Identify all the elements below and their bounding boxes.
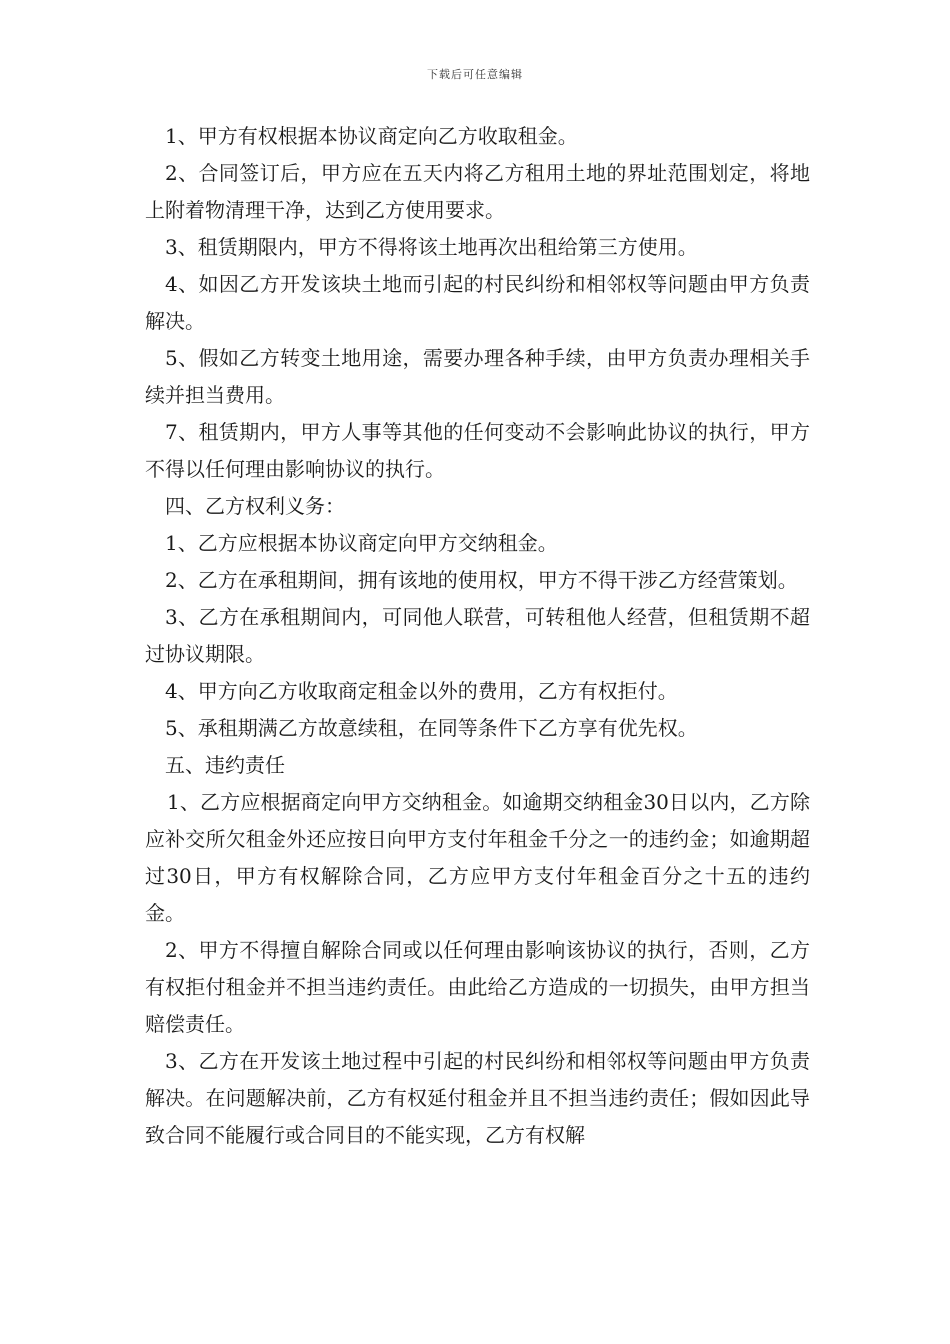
paragraph-b3: 3、乙方在承租期间内，可同他人联营，可转租他人经营，但租赁期不超过协议期限。 (145, 605, 810, 666)
paragraph-b4: 4、甲方向乙方收取商定租金以外的费用，乙方有权拒付。 (165, 679, 678, 703)
page-header-note: 下载后可任意编辑 (427, 68, 523, 81)
paragraph-a2: 2、合同签订后，甲方应在五天内将乙方租用土地的界址范围划定，将地上附着物清理干净，达到乙方使用要求。 (145, 161, 810, 222)
document-body (145, 118, 810, 1154)
paragraph-a3: 3、租赁期限内，甲方不得将该土地再次出租给第三方使用。 (165, 235, 698, 259)
paragraph-a7: 7、租赁期内，甲方人事等其他的任何变动不会影响此协议的执行，甲方不得以任何理由影响协议的执行。 (145, 420, 810, 481)
paragraph-b2: 2、乙方在承租期间，拥有该地的使用权，甲方不得干涉乙方经营策划。 (165, 568, 798, 592)
paragraph-a4: 4、如因乙方开发该块土地而引起的村民纠纷和相邻权等问题由甲方负责解决。 (145, 272, 810, 333)
paragraph-c3: 3、乙方在开发该土地过程中引起的村民纠纷和相邻权等问题由甲方负责解决。在问题解决前，乙方有权延付租金并且不担当违约责任；假如因此导致合同不能履行或合同目的不能实现，乙方有权解 (145, 1049, 810, 1147)
paragraph-b5: 5、承租期满乙方故意续租，在同等条件下乙方享有优先权。 (165, 716, 698, 740)
paragraph-c2: 2、甲方不得擅自解除合同或以任何理由影响该协议的执行，否则，乙方有权拒付租金并不担当违约责任。由此给乙方造成的一切损失，由甲方担当赔偿责任。 (145, 938, 810, 1036)
paragraph-a5: 5、假如乙方转变土地用途，需要办理各种手续，由甲方负责办理相关手续并担当费用。 (145, 346, 810, 407)
paragraph-a1: 1、甲方有权根据本协议商定向乙方收取租金。 (165, 124, 578, 148)
paragraph-c1: 1、乙方应根据商定向甲方交纳租金。如逾期交纳租金30日以内，乙方除应补交所欠租金外还应按日向甲方支付年租金千分之一的违约金；如逾期超过30日，甲方有权解除合同，乙方应甲方支付年租金百分之十五的违约金。 (145, 790, 810, 925)
paragraph-b1: 1、乙方应根据本协议商定向甲方交纳租金。 (165, 531, 558, 555)
section-heading-4: 四、乙方权利义务： (165, 494, 345, 518)
section-heading-5: 五、违约责任 (165, 753, 285, 777)
